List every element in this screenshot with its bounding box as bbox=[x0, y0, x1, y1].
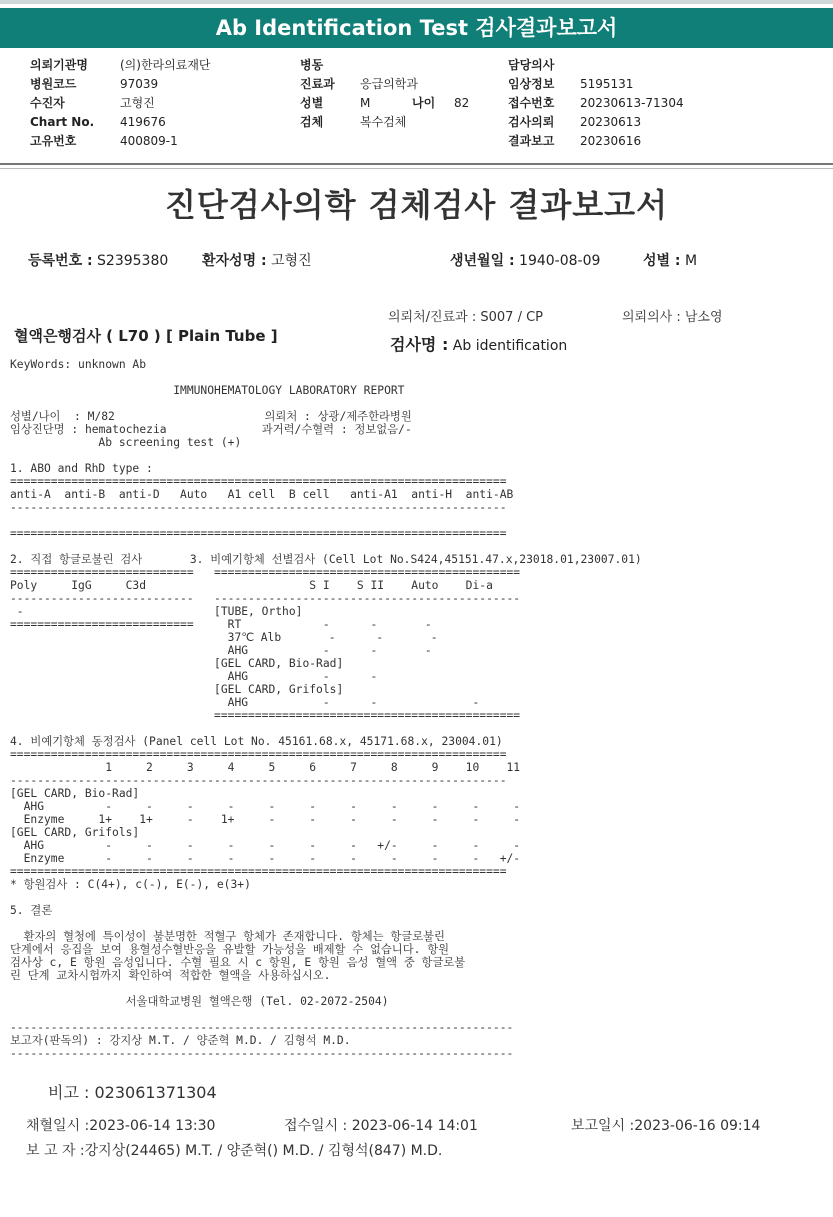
top-border bbox=[0, 0, 833, 4]
registration-number bbox=[28, 250, 168, 270]
collect-label: 채혈일시 : bbox=[26, 1118, 90, 1134]
report-time bbox=[571, 1115, 760, 1135]
sex-value: M bbox=[360, 96, 371, 110]
age-value: 82 bbox=[454, 96, 470, 110]
section-title: 혈액은행검사 ( L70 ) [ Plain Tube ] bbox=[14, 327, 278, 345]
meta-label: 의뢰기관명 bbox=[30, 58, 88, 72]
meta-value: 고형진 bbox=[120, 96, 155, 110]
dept-label: 진료과 bbox=[300, 77, 335, 91]
lab-report-body: KeyWords: unknown Ab IMMUNOHEMATOLOGY LABORATORY REPORT 성별/나이 : M/82 의뢰처 : 상광/제주한라병원 임상진단명 : hematochezia 과거력/수혈력 : 정보없음/- Ab screening test (+) 1. ABO and RhD type : ========================================================================= anti-A anti-B anti-D Auto A1 cell B cell anti-A1 anti-H anti-AB ------------------------------------------------------------------------- ========================================================================= 2. 직접 항글로불린 검사 3. 비예기항체 선별검사 (Cell Lot No.S424,45151.47.x,23018.01,23007.01) =========================== ============================================= Poly IgG C3d S I S II Auto Di-a --------------------------- --------------------------------------------- - [TUBE, Ortho] =========================== RT - - - 37℃ Alb - - - AHG - - - [GEL CARD, Bio-Rad] AHG - - [GEL CARD, Grifols] AHG - - - ============================================= 4. 비예기항체 동정검사 (Panel cell Lot No. 45161.68.x, 45171.68.x, 23004.01) ========================================================================= 1 2 3 4 5 6 7 8 9 10 11 ------------------------------------------------------------------------- [GEL CARD, Bio-Rad] AHG - - - - - - - - - - - Enzyme 1+ 1+ - 1+ - - - - - - - [GEL CARD, Grifols] AHG - - - - - - - +/- - - - Enzyme - - - - - - - - - - +/- ========================================================================= * 항원검사 : C(4+), c(-), E(-), e(3+) 5. 결론 환자의 혈청에 특이성이 불분명한 적혈구 항체가 존재합니다. 항체는 항글로불린 단계에서 응집을 보여 용혈성수혈반응을 유발할 가능성을 배제할 수 없습니다. 항원 검사상 c, E 항원 음성입니다. 수혈 필요 시 c 항원, E 항원 음성 혈액 중 항글로불 린 단계 교차시험까지 확인하여 적합한 혈액을 사용하십시오. 서울대학교병원 혈액은행 (Tel. 02-2072-2504) -------------------------------------------------------------------------- 보고자(판독의) : 강지상 M.T. / 양준혁 M.D. / 김형석 M.D. -------------------------------------------------------------------------- bbox=[10, 358, 642, 1060]
report-banner-title: Ab Identification Test 검사결과보고서 bbox=[0, 8, 833, 48]
sex-value: M bbox=[684, 253, 698, 269]
dob-label: 생년월일 : bbox=[450, 253, 515, 269]
meta-label: Chart No. bbox=[30, 115, 95, 129]
meta-left-column bbox=[30, 56, 211, 151]
meta-label: 병원코드 bbox=[30, 77, 77, 91]
test-name-value: Ab identification bbox=[452, 338, 568, 354]
sex-label: 성별 : bbox=[643, 253, 681, 269]
meta-value: 97039 bbox=[120, 77, 159, 91]
report-value: 2023-06-16 09:14 bbox=[634, 1118, 761, 1134]
meta-right-column bbox=[508, 56, 684, 151]
meta-label: 수진자 bbox=[30, 96, 65, 110]
reg-label: 등록번호 : bbox=[28, 253, 93, 269]
meta-value: 20230616 bbox=[580, 134, 642, 148]
meta-value: 5195131 bbox=[580, 77, 634, 91]
patient-sex bbox=[643, 250, 697, 270]
name-label: 환자성명 : bbox=[202, 253, 267, 269]
meta-label: 검사의뢰 bbox=[508, 115, 555, 129]
meta-mid-column bbox=[300, 56, 469, 132]
reg-value: S2395380 bbox=[97, 253, 169, 269]
receive-label: 접수일시 : bbox=[284, 1118, 348, 1134]
meta-value: 419676 bbox=[120, 115, 166, 129]
meta-label: 결과보고 bbox=[508, 134, 555, 148]
patient-name bbox=[202, 250, 312, 270]
report-label: 보고일시 : bbox=[571, 1118, 635, 1134]
test-name-label: 검사명 : bbox=[390, 335, 449, 354]
reporter bbox=[26, 1140, 442, 1160]
header-divider bbox=[0, 163, 833, 165]
ward-label: 병동 bbox=[300, 58, 324, 72]
meta-label: 담당의사 bbox=[508, 58, 555, 72]
receipt-time bbox=[284, 1115, 478, 1135]
specimen-value: 복수검체 bbox=[360, 115, 407, 129]
receive-value: 2023-06-14 14:01 bbox=[351, 1118, 478, 1134]
age-label: 나이 bbox=[412, 96, 436, 110]
meta-value: 400809-1 bbox=[120, 134, 178, 148]
sex-label: 성별 bbox=[300, 96, 324, 110]
collection-time bbox=[26, 1115, 215, 1135]
remark-label: 비고 : bbox=[48, 1083, 90, 1102]
birth-date bbox=[450, 250, 600, 270]
meta-label: 고유번호 bbox=[30, 134, 77, 148]
request-doctor: 의뢰의사 : 남소영 bbox=[622, 310, 723, 325]
request-department: 의뢰처/진료과 : S007 / CP bbox=[388, 310, 543, 325]
meta-value: 20230613-71304 bbox=[580, 96, 684, 110]
test-name bbox=[390, 332, 567, 355]
meta-label: 접수번호 bbox=[508, 96, 555, 110]
dept-value: 응급의학과 bbox=[360, 77, 418, 91]
specimen-label: 검체 bbox=[300, 115, 324, 129]
meta-label: 임상정보 bbox=[508, 77, 555, 91]
reporter-label: 보 고 자 : bbox=[26, 1143, 85, 1159]
collect-value: 2023-06-14 13:30 bbox=[89, 1118, 216, 1134]
header-divider-thin bbox=[0, 168, 833, 169]
meta-value: (의)한라의료재단 bbox=[120, 58, 211, 72]
remark bbox=[48, 1080, 217, 1103]
name-value: 고형진 bbox=[271, 253, 312, 269]
meta-value: 20230613 bbox=[580, 115, 642, 129]
document-title: 진단검사의학 검체검사 결과보고서 bbox=[165, 186, 668, 224]
remark-value: 023061371304 bbox=[94, 1083, 217, 1102]
dob-value: 1940-08-09 bbox=[519, 253, 601, 269]
reporter-value: 강지상(24465) M.T. / 양준혁() M.D. / 김형석(847) M.D. bbox=[84, 1143, 443, 1159]
